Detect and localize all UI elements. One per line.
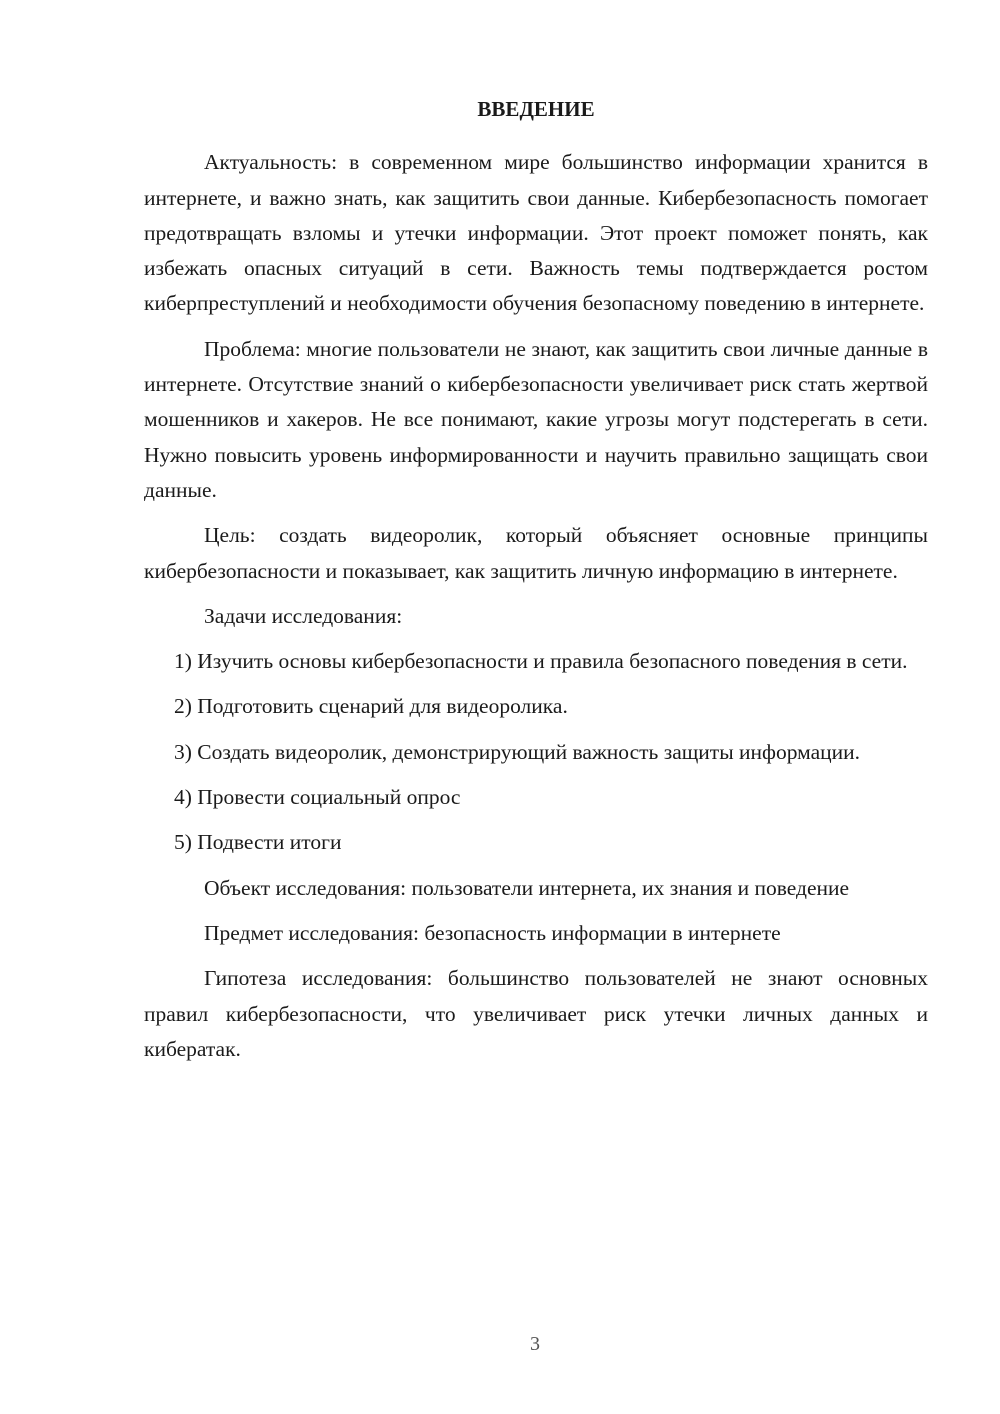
task-item-4: 4) Провести социальный опрос — [174, 785, 461, 810]
page-number: 3 — [530, 1333, 540, 1355]
paragraph-hypothesis: Гипотеза исследования: большинство пользователей не знают основных правил кибербезопасности, что увеличивает риск утечки личных данных и кибератак. — [144, 966, 928, 1061]
task-item-3: 3) Создать видеоролик, демонстрирующий важность защиты информации. — [174, 739, 861, 764]
tasks-heading: Задачи исследования: — [204, 603, 403, 628]
paragraph-object: Объект исследования: пользователи интернета, их знания и поведение — [204, 875, 850, 900]
paragraph-relevance: Актуальность: в современном мире большинство информации хранится в интернете, и важно знать, как защитить свои данные. Кибербезопасность помогает предотвращать взломы и утечки информации. Этот проект поможет понять, как избежать опасных ситуаций в сети. Важность темы подтверждается ростом киберпреступлений и необходимости обучения безопасному поведению в интернете. — [144, 150, 928, 316]
paragraph-subject: Предмет исследования: безопасность информации в интернете — [204, 920, 781, 945]
task-item-1: 1) Изучить основы кибербезопасности и правила безопасного поведения в сети. — [174, 649, 908, 674]
paragraph-goal: Цель: создать видеоролик, который объясняет основные принципы кибербезопасности и показывает, как защитить личную информацию в интернете. — [144, 523, 928, 583]
task-item-5: 5) Подвести итоги — [174, 830, 342, 855]
section-title: ВВЕДЕНИЕ — [477, 97, 595, 121]
paragraph-problem: Проблема: многие пользователи не знают, как защитить свои личные данные в интернете. Отсутствие знаний о кибербезопасности увеличивает риск стать жертвой мошенников и хакеров. Не все понимают, какие угрозы могут подстерегать в сети. Нужно повысить уровень информированности и научить правильно защищать свои данные. — [144, 336, 928, 502]
document-page — [144, 92, 928, 1077]
task-item-2: 2) Подготовить сценарий для видеоролика. — [174, 694, 568, 719]
